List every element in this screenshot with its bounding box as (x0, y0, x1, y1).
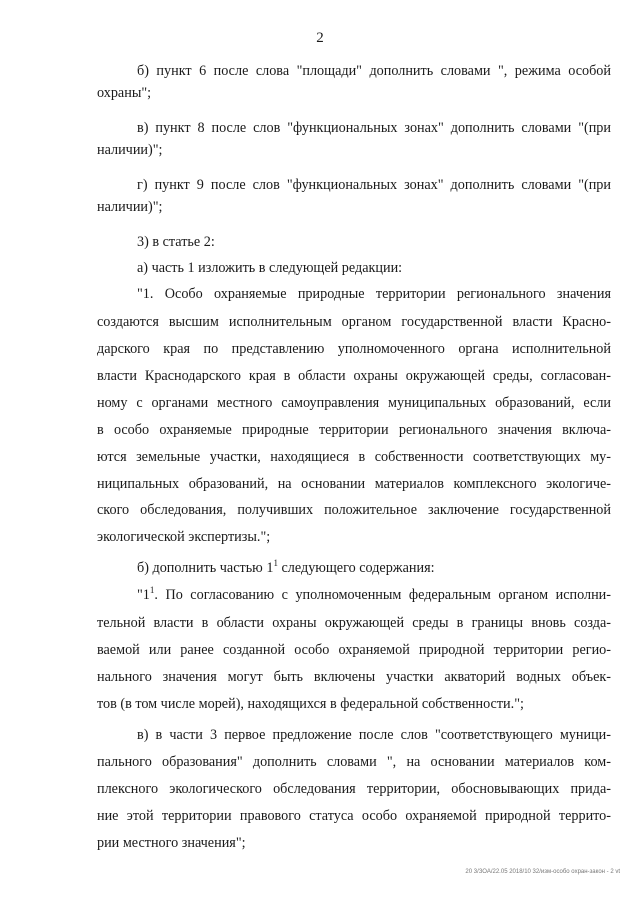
text-line: в) в части 3 первое предложение после слов "соответствующего муници- (137, 727, 611, 743)
text-line: "1. Особо охраняемые природные территории регионального значения (137, 286, 611, 302)
text-line: тельной власти в области охраны окружающей среды в границы вновь созда- (97, 615, 611, 631)
text-line: рии местного значения"; (97, 835, 246, 851)
text-fragment: . По согласованию с уполномоченным федеральным органом исполни- (154, 587, 611, 603)
text-line: 3) в статье 2: (137, 234, 215, 250)
page-number: 2 (316, 30, 324, 46)
text-line: ваемой или ранее созданной особо охраняемой природной территории регио- (97, 642, 611, 658)
text-line: в) пункт 8 после слов "функциональных зонах" дополнить словами "(при (137, 120, 611, 136)
superscript: 1 (273, 558, 278, 568)
text-line: наличии)"; (97, 199, 163, 215)
text-line: ние этой территории правового статуса особо охраняемой природной террито- (97, 808, 611, 824)
text-fragment: следующего содержания: (277, 560, 435, 576)
superscript: 1 (149, 585, 155, 595)
footer-file-path: 20 3/ЗОА/22.05 2018/10 32/изм-особо охран-закон - 2 vt (465, 869, 620, 875)
text-line (137, 557, 611, 579)
text-fragment: "1 (137, 587, 150, 603)
text-line: а) часть 1 изложить в следующей редакции: (137, 260, 403, 276)
text-line: г) пункт 9 после слов "функциональных зонах" дополнить словами "(при (137, 177, 611, 193)
text-line: нального значения могут быть включены участки акваторий водных объек- (97, 669, 611, 685)
text-line: власти Краснодарского края в области охраны окружающей среды, согласован- (97, 368, 611, 384)
text-line: плексного экологического обследования территории, обосновывающих прида- (97, 781, 611, 797)
text-line: ному с органами местного самоуправления муниципальных образований, если (97, 395, 611, 411)
text-line: охраны"; (97, 85, 152, 101)
text-line: б) пункт 6 после слова "площади" дополнить словами ", режима особой (137, 63, 611, 79)
text-line: создаются высшим исполнительным органом государственной власти Красно- (97, 314, 611, 330)
text-line: тов (в том числе морей), находящихся в федеральной собственности."; (97, 696, 524, 712)
text-line: дарского края по представлению уполномоченного органа исполнительной (97, 341, 611, 357)
text-line: пального образования" дополнить словами ", на основании материалов ком- (97, 754, 611, 770)
text-line: наличии)"; (97, 142, 163, 158)
text-line: в особо охраняемые природные территории регионального значения включа- (97, 422, 611, 438)
text-line: экологической экспертизы."; (97, 529, 271, 545)
text-line (137, 584, 611, 606)
text-line: ниципальных образований, на основании материалов комплексного экологиче- (97, 476, 611, 492)
text-line: ются земельные участки, находящиеся в собственности соответствующих му- (97, 449, 611, 465)
text-line: ского обследования, получивших положительное заключение государственной (97, 502, 611, 518)
text-fragment: б) дополнить частью 1 (137, 560, 274, 576)
